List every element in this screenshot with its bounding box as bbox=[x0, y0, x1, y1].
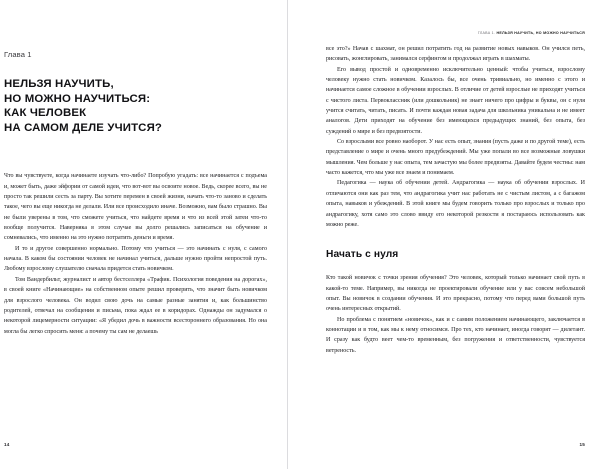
right-page-body bbox=[326, 44, 585, 356]
paragraph: Со взрослыми все ровно наоборот. У нас есть опыт, знания (пусть даже и по другой теме), есть представление о мире и очень много предубеждений. Мы уже попали во все возможные ловушки мышления. Чем больше у нас опыта, тем зачастую мы более предвзяты. Давайте будем честны: нам часто кажется, что мы уже все знаем и понимаем. bbox=[326, 139, 585, 177]
running-header-chapter: ГЛАВА 1. bbox=[477, 31, 496, 35]
chapter-title-line-1: НЕЛЬЗЯ НАУЧИТЬ, bbox=[4, 78, 114, 90]
running-header bbox=[326, 0, 585, 35]
left-page-body bbox=[4, 171, 267, 337]
section-heading: Начать с нуля bbox=[326, 249, 399, 261]
paragraph: все это?» Начав с шахмат, он решил потратить год на развитие новых навыков. Он учился петь, рисовать, жонглировать, занимался серфингом и продолжал играть в шахматы. bbox=[326, 46, 585, 63]
chapter-title bbox=[4, 77, 267, 135]
right-page bbox=[288, 0, 600, 469]
paragraph: Кто такой новичок с точки зрения обучения? Это человек, который только начинает свой путь в какой-то теме. Например, вы никогда не проектировали обучение или у вас совсем небольшой опыт. Вы новичок в создании обучения. И это прекрасно, потому что перед вами большой путь очень интересных открытий. bbox=[326, 275, 585, 313]
paragraph: Педагогика — наука об обучении детей. Андрагогика — наука об обучении взрослых. И отличаются они как раз тем, что андрагогика учит нас работать не с чистым листом, а с багажом опыта, навыков и убеждений. В этой книге мы будем говорить только про взрослых и только про андрагогику, хотя само это слово ввиду его некоторой резкости я постараюсь использовать как можно реже. bbox=[326, 180, 585, 228]
page-number-right: 15 bbox=[579, 442, 585, 447]
chapter-title-line-3: КАК ЧЕЛОВЕК bbox=[4, 107, 87, 120]
paragraph: Что вы чувствуете, когда начинаете изучать что-либо? Попробую угадать: все начинается с подъема и, может быть, даже эйфории от самой идеи, что вот-вот вы освоите новое. Ведь, скорее всего, вы не просто так решили сесть за парту. Вы хотите перемен в своей жизни, начать что-то заново и сделать такое, чего вы еще никогда не делали. Или все происходило иначе. Возможно, вам было страшно. Вы не были уверены в том, что сможете учиться, что найдете время и что из всей этой затеи что-то вообще получится. Наверняка в этом случае вы долго решались записаться на обучение и сомневались, что именно на это нужно потратить деньги и время. bbox=[4, 173, 267, 242]
paragraph: И то и другое совершенно нормально. Потому что учиться — это начинать с нуля, с самого начала. В каком бы состоянии человек не начинал учиться, дальше нужно пройти непростой путь. Любому взрослому слушателю сначала придется стать новичком. bbox=[4, 245, 267, 273]
page-number-left: 14 bbox=[4, 442, 10, 447]
paragraph: Но проблема с понятием «новичок», как и с самим положением начинающего, заключается в коннотации и в том, как мы к нему относимся. Про тех, кто начинает, иногда говорят — дилетант. И сразу как будто веет чем-то временным, без погружения и ответственности, чувствуется ветреность. bbox=[326, 316, 585, 354]
chapter-title-line-4: НА САМОМ ДЕЛЕ УЧИТСЯ? bbox=[4, 121, 163, 134]
running-header-title: НЕЛЬЗЯ НАУЧИТЬ, НО МОЖНО НАУЧИТЬСЯ bbox=[496, 31, 585, 35]
paragraph: Том Вандербильт, журналист и автор бестселлера «Трафик. Психология поведения на дорогах», в своей книге «Начинающие» на собственном опыте решил проверить, что значит быть новичком для взрослого человека. Он водил свою дочь на самые разные занятия и, как большинство родителей, отвечал на сообщения и письма, пока ждал ее в коридорах. Однажды он задумался о некоторой лицемерности ситуации: «Я убедил дочь в важности всестороннего образования. Но она могла бы легко спросить меня: а почему ты сам не делаешь bbox=[4, 276, 267, 335]
chapter-label: Глава 1 bbox=[4, 50, 32, 59]
paragraph: Его вывод простой и одновременно исключительно ценный: чтобы учиться, взрослому человеку нужно стать новичком. Казалось бы, все очень тривиально, но именно с этого и начинается самое сложное в обучении взрослых. В отличие от детей взрослые не приходят учиться с чистого листа. Первоклассник (или дошкольник) не знает ничего про цифры и буквы, он с нуля учится считать, читать, писать. И почти каждая новая задача для школьника уникальна и не имеет аналогов. Дети приходят на обучение без имеющихся предыдущих знаний, без опыта, без суждений о мире и без предвзятости. bbox=[326, 66, 585, 135]
chapter-title-line-2: НО МОЖНО НАУЧИТЬСЯ: bbox=[4, 92, 151, 105]
left-page bbox=[0, 0, 288, 469]
